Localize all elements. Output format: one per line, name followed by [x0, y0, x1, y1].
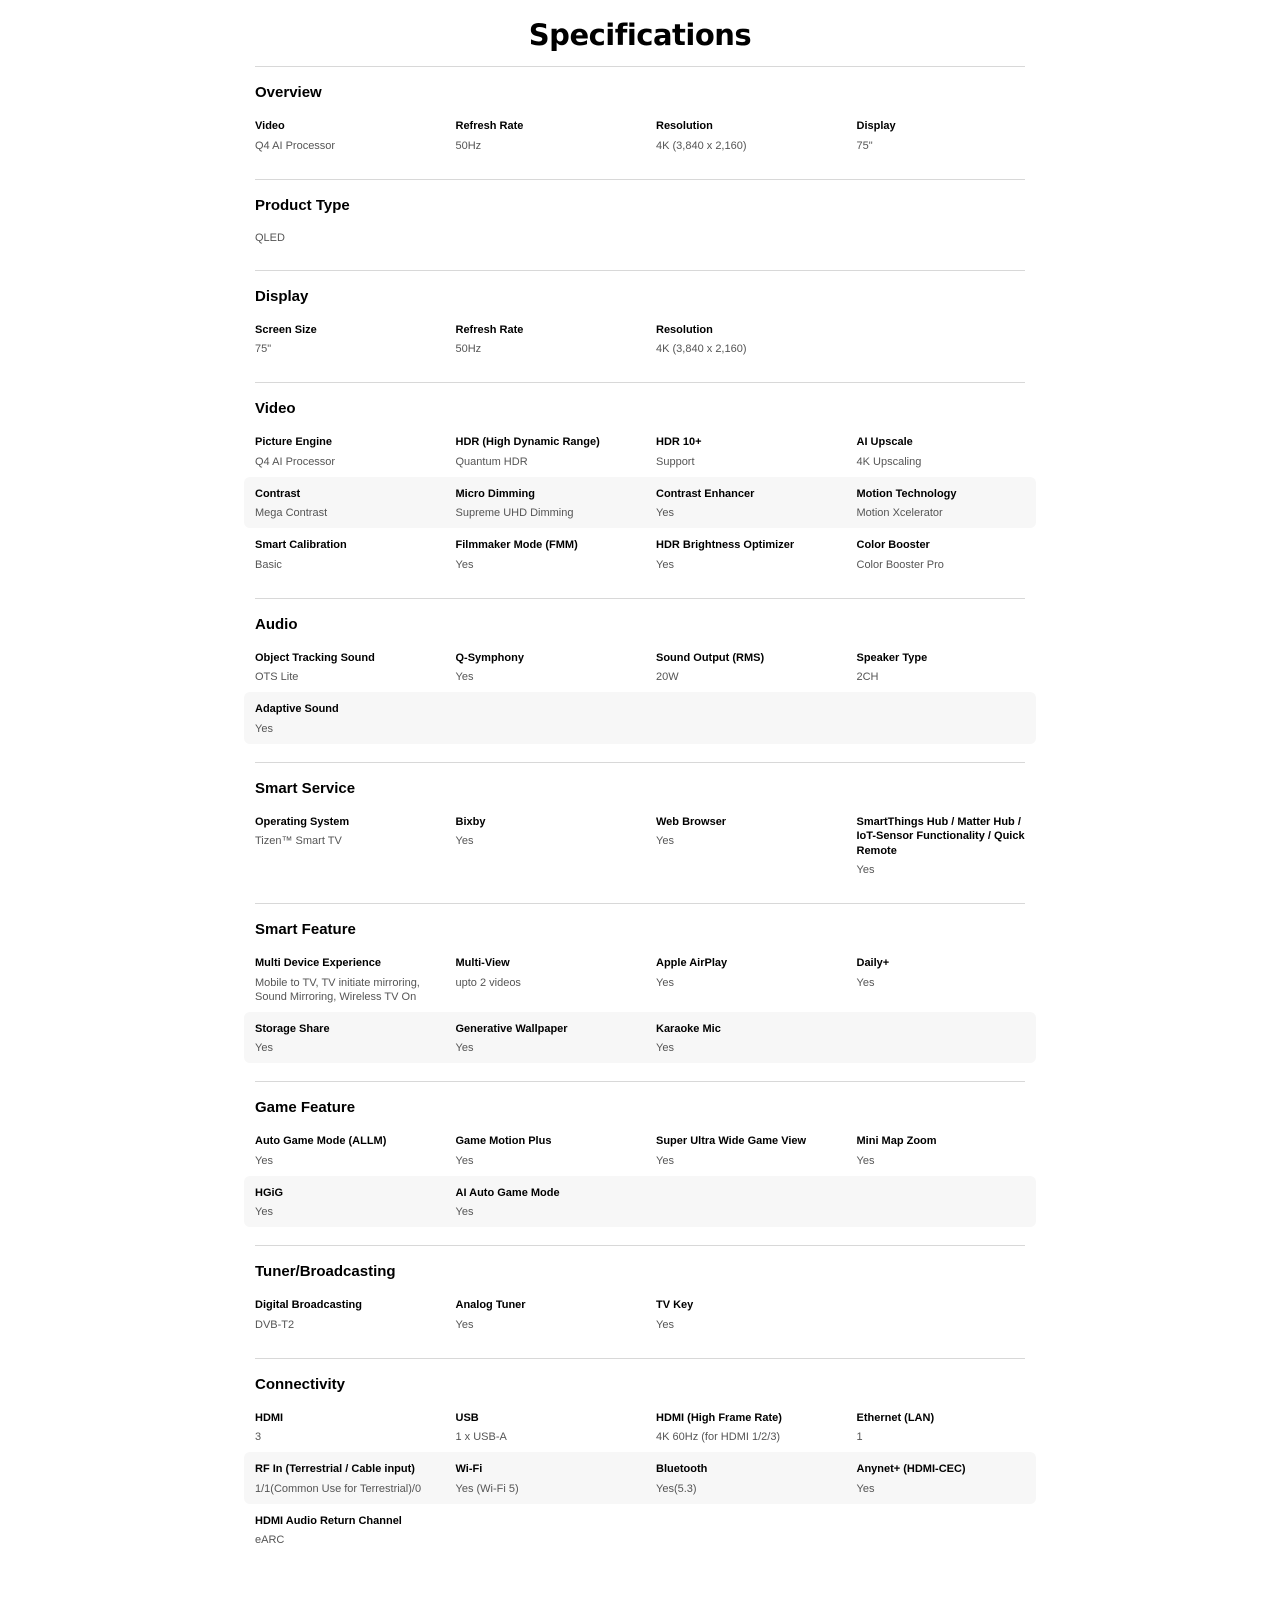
- spec-item-ai-auto-game-mode: [456, 1186, 657, 1220]
- spec-label: Multi-View: [455, 957, 510, 969]
- spec-row: [244, 805, 1036, 886]
- spec-value: 4K 60Hz (for HDMI 1/2/3): [656, 1431, 781, 1443]
- spec-item-usb: [456, 1411, 657, 1445]
- spec-label: Micro Dimming: [455, 487, 535, 500]
- spec-label: Wi-Fi: [455, 1463, 483, 1475]
- spec-item-auto-game-mode-allm: [255, 1134, 456, 1168]
- spec-row: [244, 692, 1036, 744]
- spec-label: Motion Technology: [856, 487, 957, 500]
- spec-item-smartthings-hub-matter-hub-iot-sensor-fu: [857, 815, 1048, 878]
- spec-label: Digital Broadcasting: [255, 1299, 362, 1311]
- spec-label: AI Upscale: [856, 436, 913, 448]
- spec-item-karaoke-mic: [656, 1022, 857, 1056]
- spec-label: Storage Share: [255, 1022, 330, 1035]
- spec-label: Speaker Type: [856, 651, 928, 664]
- spec-value: 75": [255, 343, 272, 355]
- spec-label: Mini Map Zoom: [856, 1135, 937, 1147]
- spec-value: Quantum HDR: [455, 455, 528, 468]
- spec-item-display: [857, 119, 1048, 153]
- spec-value: 50Hz: [455, 343, 482, 355]
- spec-label: Smart Calibration: [255, 539, 347, 551]
- spec-value: 75": [856, 139, 873, 152]
- spec-value: Yes: [455, 1318, 474, 1331]
- spec-value: 1 x USB-A: [455, 1431, 507, 1443]
- spec-label: Web Browser: [656, 815, 727, 828]
- spec-row: [244, 109, 1036, 161]
- spec-item-wi-fi: [456, 1462, 657, 1496]
- spec-value: 1/1(Common Use for Terrestrial)/0: [255, 1482, 422, 1495]
- spec-item-refresh-rate: [456, 119, 657, 153]
- spec-item-hdmi-audio-return-channel: [255, 1514, 456, 1548]
- section-title: Tuner/Broadcasting: [255, 1263, 396, 1280]
- section-title: Smart Feature: [255, 921, 356, 938]
- spec-item-contrast: [255, 487, 456, 521]
- spec-item-bixby: [456, 815, 657, 878]
- spec-item-apple-airplay: [656, 956, 857, 1004]
- spec-row: [244, 313, 1036, 365]
- spec-item-screen-size: [255, 323, 456, 357]
- spec-item-hgig: [255, 1186, 456, 1220]
- spec-value: 3: [255, 1431, 262, 1443]
- spec-row: [244, 1452, 1036, 1504]
- spec-row: [244, 1288, 1036, 1340]
- spec-value: Yes: [656, 507, 674, 519]
- spec-value: Yes: [656, 1154, 674, 1167]
- spec-item-contrast-enhancer: [656, 487, 857, 521]
- spec-item-analog-tuner: [456, 1298, 657, 1332]
- spec-row: [244, 946, 1036, 1012]
- spec-value: Q4 AI Processor: [255, 139, 336, 152]
- spec-row: [244, 1124, 1036, 1176]
- spec-label: Screen Size: [255, 323, 317, 336]
- spec-value: Yes: [656, 558, 674, 571]
- spec-label: Adaptive Sound: [255, 703, 339, 715]
- spec-value: Yes: [856, 1154, 875, 1167]
- spec-label: SmartThings Hub / Matter Hub / IoT-Sensor Functionality / Quick Remote: [856, 815, 1025, 857]
- spec-label: Refresh Rate: [455, 120, 524, 132]
- spec-label: HDR Brightness Optimizer: [656, 539, 795, 551]
- spec-label: Karaoke Mic: [656, 1022, 721, 1035]
- spec-label: AI Auto Game Mode: [455, 1186, 560, 1199]
- spec-label: HDMI: [255, 1411, 284, 1424]
- spec-item-speaker-type: [857, 651, 1048, 685]
- spec-label: HDR (High Dynamic Range): [455, 436, 600, 448]
- spec-value: Tizen™ Smart TV: [255, 835, 342, 847]
- spec-value: Yes: [656, 835, 674, 847]
- spec-label: Color Booster: [856, 539, 930, 551]
- spec-label: Video: [255, 120, 285, 132]
- spec-label: Analog Tuner: [455, 1299, 526, 1311]
- spec-value: Color Booster Pro: [856, 558, 944, 571]
- spec-rows: [244, 1124, 1036, 1227]
- spec-label: Ethernet (LAN): [856, 1411, 935, 1424]
- spec-label: Daily+: [856, 957, 890, 969]
- spec-value: Yes: [656, 976, 674, 989]
- spec-item-digital-broadcasting: [255, 1298, 456, 1332]
- spec-label: HDR 10+: [656, 436, 702, 448]
- spec-item-resolution: [656, 119, 857, 153]
- spec-item-color-booster: [857, 538, 1048, 572]
- spec-rows: [244, 946, 1036, 1063]
- spec-label: RF In (Terrestrial / Cable input): [255, 1463, 415, 1475]
- spec-section-game-feature: [255, 1081, 1025, 1245]
- spec-value: Mega Contrast: [255, 507, 328, 519]
- spec-label: Contrast Enhancer: [656, 487, 755, 500]
- spec-rows: [244, 425, 1036, 580]
- section-title: Audio: [255, 615, 298, 633]
- spec-item-hdmi-high-frame-rate: [656, 1411, 857, 1445]
- spec-value: Mobile to TV, TV initiate mirroring, Sound Mirroring, Wireless TV On: [255, 976, 420, 1003]
- spec-item-operating-system: [255, 815, 456, 878]
- spec-row: [244, 1401, 1036, 1453]
- spec-item-adaptive-sound: [255, 702, 456, 736]
- spec-row: [244, 425, 1036, 477]
- spec-label: Auto Game Mode (ALLM): [255, 1135, 387, 1147]
- spec-value: Yes: [856, 864, 875, 876]
- spec-section-smart-feature: [255, 903, 1025, 1081]
- spec-label: Game Motion Plus: [455, 1135, 552, 1147]
- spec-item-super-ultra-wide-game-view: [656, 1134, 857, 1168]
- section-title: Smart Service: [255, 779, 356, 797]
- section-title: Game Feature: [255, 1099, 356, 1116]
- section-title: Display: [255, 287, 309, 305]
- spec-label: Sound Output (RMS): [656, 651, 765, 664]
- spec-item-web-browser: [656, 815, 857, 878]
- spec-value: eARC: [255, 1534, 285, 1546]
- spec-section-product-type: [255, 179, 1025, 270]
- spec-value: 4K (3,840 x 2,160): [656, 139, 747, 152]
- section-title: Product Type: [255, 196, 350, 214]
- spec-item-game-motion-plus: [456, 1134, 657, 1168]
- section-title: Connectivity: [255, 1375, 346, 1393]
- spec-item-storage-share: [255, 1022, 456, 1056]
- spec-label: USB: [455, 1411, 479, 1424]
- spec-value: 4K (3,840 x 2,160): [656, 343, 747, 355]
- spec-row: [244, 1176, 1036, 1228]
- spec-value: OTS Lite: [255, 671, 299, 683]
- spec-label: Contrast: [255, 487, 301, 500]
- spec-value: Yes: [656, 1042, 674, 1054]
- section-title: Overview: [255, 84, 322, 101]
- spec-section-overview: [255, 66, 1025, 179]
- spec-value: 4K Upscaling: [856, 455, 922, 468]
- spec-label: Generative Wallpaper: [455, 1022, 568, 1035]
- spec-rows: [244, 805, 1036, 886]
- spec-label: Apple AirPlay: [656, 957, 728, 969]
- spec-value: Supreme UHD Dimming: [455, 507, 574, 519]
- spec-label: Picture Engine: [255, 436, 333, 448]
- spec-value: Yes: [255, 1206, 273, 1218]
- spec-section-video: [255, 382, 1025, 598]
- spec-label: Refresh Rate: [455, 323, 524, 336]
- spec-item-tv-key: [656, 1298, 857, 1332]
- spec-label: Q-Symphony: [455, 651, 524, 664]
- spec-item-ai-upscale: [857, 435, 1048, 469]
- spec-label: Super Ultra Wide Game View: [656, 1135, 807, 1147]
- spec-value: Q4 AI Processor: [255, 455, 336, 468]
- spec-label: HDMI Audio Return Channel: [255, 1514, 402, 1527]
- spec-value: 50Hz: [455, 139, 482, 152]
- spec-item-hdr-10: [656, 435, 857, 469]
- spec-section-display: [255, 270, 1025, 383]
- page-title: Specifications: [528, 18, 752, 52]
- spec-row: [244, 528, 1036, 580]
- spec-value: Yes: [255, 1042, 273, 1054]
- spec-label: HDMI (High Frame Rate): [656, 1411, 782, 1424]
- spec-item-object-tracking-sound: [255, 651, 456, 685]
- spec-item-resolution: [656, 323, 857, 357]
- spec-value: 1: [856, 1431, 863, 1443]
- spec-value: Yes: [255, 722, 273, 735]
- spec-value: 2CH: [856, 671, 879, 683]
- spec-label: Object Tracking Sound: [255, 651, 375, 664]
- spec-label: Anynet+ (HDMI-CEC): [856, 1463, 966, 1475]
- spec-item-generative-wallpaper: [456, 1022, 657, 1056]
- spec-label: Bixby: [455, 815, 486, 828]
- spec-value: Yes: [455, 1206, 474, 1218]
- spec-value: Yes(5.3): [656, 1482, 697, 1495]
- spec-value: 20W: [656, 671, 679, 683]
- spec-label: Resolution: [656, 120, 713, 132]
- spec-value: Yes: [455, 671, 474, 683]
- spec-item-hdmi: [255, 1411, 456, 1445]
- spec-rows: [244, 109, 1036, 161]
- spec-value: Support: [656, 455, 695, 468]
- spec-rows: [244, 313, 1036, 365]
- spec-label: Resolution: [656, 323, 713, 336]
- spec-section-smart-service: [255, 762, 1025, 904]
- spec-value: upto 2 videos: [455, 976, 521, 989]
- spec-row: [244, 641, 1036, 693]
- spec-item-micro-dimming: [456, 487, 657, 521]
- spec-item-ethernet-lan: [857, 1411, 1048, 1445]
- spec-value: Yes: [255, 1154, 273, 1167]
- spec-item-multi-device-experience: [255, 956, 456, 1004]
- spec-rows: [244, 641, 1036, 744]
- spec-value: DVB-T2: [255, 1318, 295, 1331]
- spec-item-rf-in-terrestrial-cable-input: [255, 1462, 456, 1496]
- spec-value: Yes: [455, 558, 474, 571]
- spec-row: [244, 1012, 1036, 1064]
- spec-value: Yes: [856, 1482, 875, 1495]
- spec-item-anynet-hdmi-cec: [857, 1462, 1048, 1496]
- spec-row: [244, 477, 1036, 529]
- spec-value: Yes: [656, 1318, 674, 1331]
- spec-value: Yes: [455, 1042, 474, 1054]
- spec-item-picture-engine: [255, 435, 456, 469]
- spec-item-motion-technology: [857, 487, 1048, 521]
- spec-label: TV Key: [656, 1299, 694, 1311]
- spec-value: Yes: [856, 976, 875, 989]
- spec-section-connectivity: [255, 1358, 1025, 1574]
- spec-item-hdr-high-dynamic-range: [456, 435, 657, 469]
- spec-item-bluetooth: [656, 1462, 857, 1496]
- spec-item-hdr-brightness-optimizer: [656, 538, 857, 572]
- spec-section-tuner-broadcasting: [255, 1245, 1025, 1358]
- specifications-list: [255, 66, 1025, 1573]
- spec-row: [244, 1504, 1036, 1556]
- spec-label: Filmmaker Mode (FMM): [455, 539, 578, 551]
- spec-rows: [244, 1288, 1036, 1340]
- spec-label: Display: [856, 120, 896, 132]
- spec-item-mini-map-zoom: [857, 1134, 1048, 1168]
- spec-value: Motion Xcelerator: [856, 507, 943, 519]
- spec-item-refresh-rate: [456, 323, 657, 357]
- spec-value: QLED: [255, 231, 285, 244]
- spec-item-q-symphony: [456, 651, 657, 685]
- spec-item-daily: [857, 956, 1048, 1004]
- spec-value: Yes (Wi-Fi 5): [455, 1482, 519, 1495]
- spec-section-audio: [255, 598, 1025, 762]
- section-title: Video: [255, 400, 296, 417]
- spec-label: Multi Device Experience: [255, 957, 381, 969]
- spec-value: Basic: [255, 558, 282, 571]
- spec-item-multi-view: [456, 956, 657, 1004]
- spec-value: Yes: [455, 1154, 474, 1167]
- spec-value: Yes: [455, 835, 474, 847]
- spec-item-filmmaker-mode-fmm: [456, 538, 657, 572]
- spec-item-video: [255, 119, 456, 153]
- spec-label: HGiG: [255, 1186, 284, 1199]
- spec-item-sound-output-rms: [656, 651, 857, 685]
- spec-rows: [244, 1401, 1036, 1556]
- spec-item-smart-calibration: [255, 538, 456, 572]
- spec-label: Bluetooth: [656, 1463, 708, 1475]
- spec-label: Operating System: [255, 815, 350, 828]
